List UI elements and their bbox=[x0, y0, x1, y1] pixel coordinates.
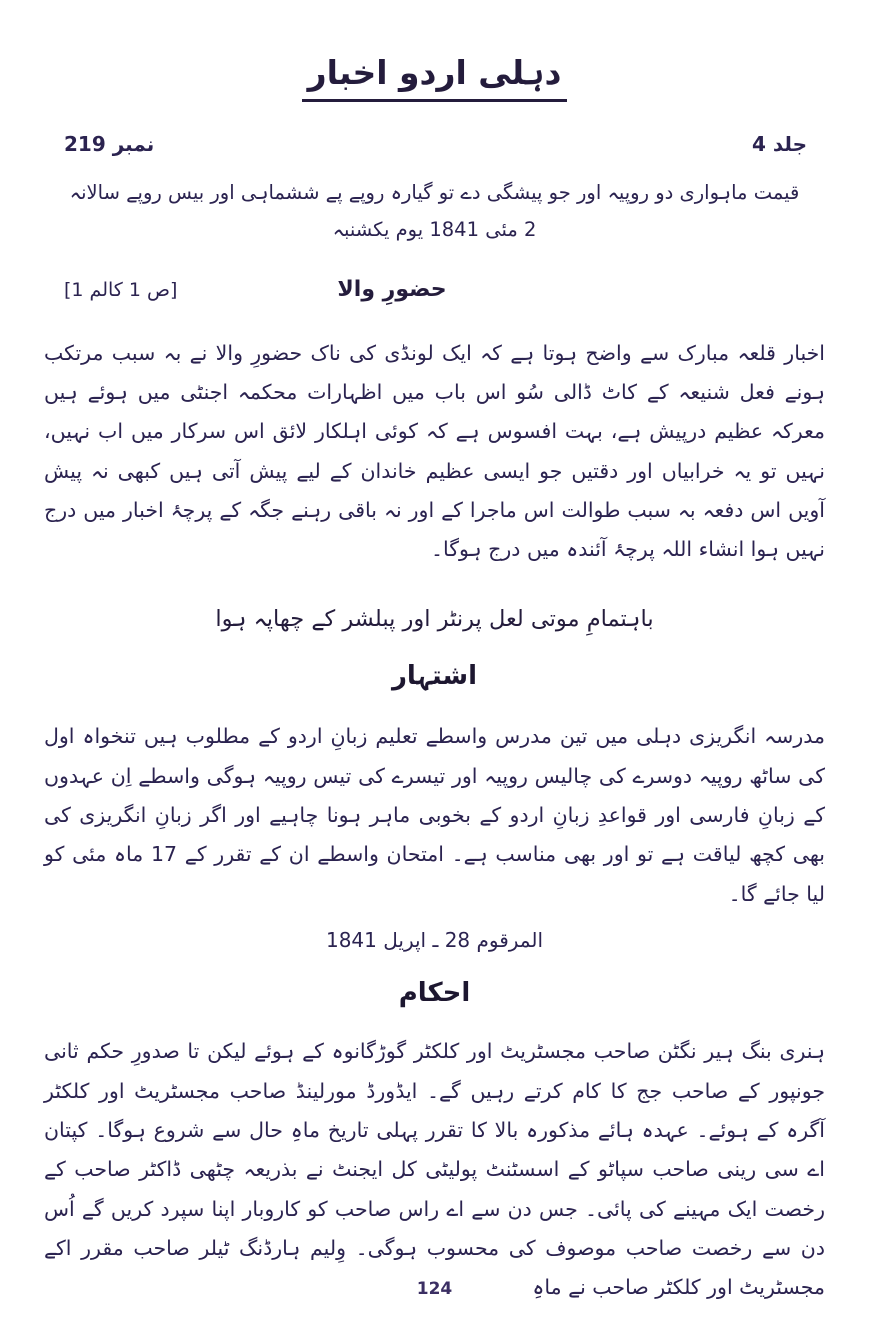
issue-volume: جلد 4 bbox=[751, 132, 807, 157]
subscription-block bbox=[40, 178, 829, 244]
orders-paragraph: ہنری بنگ ہیر نگٹن صاحب مجسٹریٹ اور کلکٹر گوڑگانوہ کے ہوئے لیکن تا صدورِ حکم ثانی جونپور کے صاحب جج کا کام کرتے رہیں گے۔ ایڈورڈ مورلینڈ صاحب مجسٹریٹ اور کلکٹر آگرہ کے ہوئے۔ عہدہ ہائے مذکورہ بالا کا تقرر پہلی تاریخ ماہِ حال سے شروع ہوگا۔ کپتان اے سی رینی صاحب سپاٹو کے اسسٹنٹ پولیٹی کل ایجنٹ نے بذریعہ چٹھی ڈاکٹر صاحب کے رخصت ایک مہینے کی پائی۔ جس دن سے اے راس صاحب کو کاروبار اپنا سپرد کریں گے اُس دن سے رخصت صاحب موصوف کی محسوب ہوگی۔ وِلیم ہارڈنگ ٹیلر صاحب مقرر اکے مجسٹریٹ اور کلکٹر صاحب نے ماہِ bbox=[44, 1039, 825, 1300]
masthead bbox=[40, 0, 829, 102]
issue-info-row bbox=[40, 132, 829, 156]
orders-heading: احکام bbox=[398, 978, 471, 1009]
newspaper-title: دہلی اردو اخبار bbox=[302, 52, 568, 102]
publication-date: 2 مئی 1841 یوم یکشنبہ bbox=[332, 217, 537, 241]
salutation-heading: حضورِ والا bbox=[337, 276, 447, 302]
printer-imprint-line: باہتمامِ موتی لعل پرنٹر اور پبلشر کے چھاپہ ہوا bbox=[215, 605, 654, 632]
subscription-price-line: قیمت ماہواری دو روپیہ اور جو پیشگی دے تو گیارہ روپے پے ششماہی اور بیس روپے سالانہ bbox=[69, 181, 800, 205]
page-column-reference: [ص 1 کالم 1] bbox=[64, 278, 178, 301]
news-paragraph: اخبار قلعہ مبارک سے واضح ہوتا ہے کہ ایک لونڈی کی ناک حضورِ والا نے بہ سبب مرتکب ہونے فعل شنیعہ کے کاٹ ڈالی سُو اس باب میں اظہارات محکمہ اجنٹی میں ہوئے ہیں معرکہ عظیم درپیش ہے، بہت افسوس ہے کہ کوئی اہلکار لائق اس سرکار میں اب نہیں، نہیں تو یہ خرابیاں اور دقتیں جو ایسی عظیم خاندان کے لیے پیش آتی ہیں کبھی نہ پیش آویں اس دفعہ بہ سبب طوالت اس ماجرا کے اور نہ باقی رہنے جگہ کے پرچۂ اخبار میں درج نہیں ہوا انشاء اللہ پرچۂ آئندہ میں درج ہوگا۔ bbox=[44, 340, 825, 562]
issue-number: نمبر 219 bbox=[64, 132, 155, 157]
column-reference-row bbox=[40, 277, 829, 302]
advertisement-heading: اشتہار bbox=[391, 661, 478, 692]
advertisement-dateline: المرقوم 28 ـ اپریل 1841 bbox=[325, 928, 544, 953]
page-number: 124 bbox=[416, 1279, 453, 1299]
advertisement-paragraph: مدرسہ انگریزی دہلی میں تین مدرس واسطے تعلیم زبانِ اردو کے مطلوب ہیں تنخواہ اول کی ساٹھ روپیہ دوسرے کی چالیس روپیہ اور تیسرے کی تیس روپیہ ہوگی واسطے اِن عہدوں کے زبانِ فارسی اور قواعدِ زبانِ اردو کے بخوبی ماہر ہونا چاہیے اور اگر زبانِ انگریزی کی بھی کچھ لیاقت ہے تو اور بھی مناسب ہے۔ امتحان واسطے ان کے تقرر کے 17 ماہ مئی کو لیا جائے گا۔ bbox=[44, 724, 825, 906]
